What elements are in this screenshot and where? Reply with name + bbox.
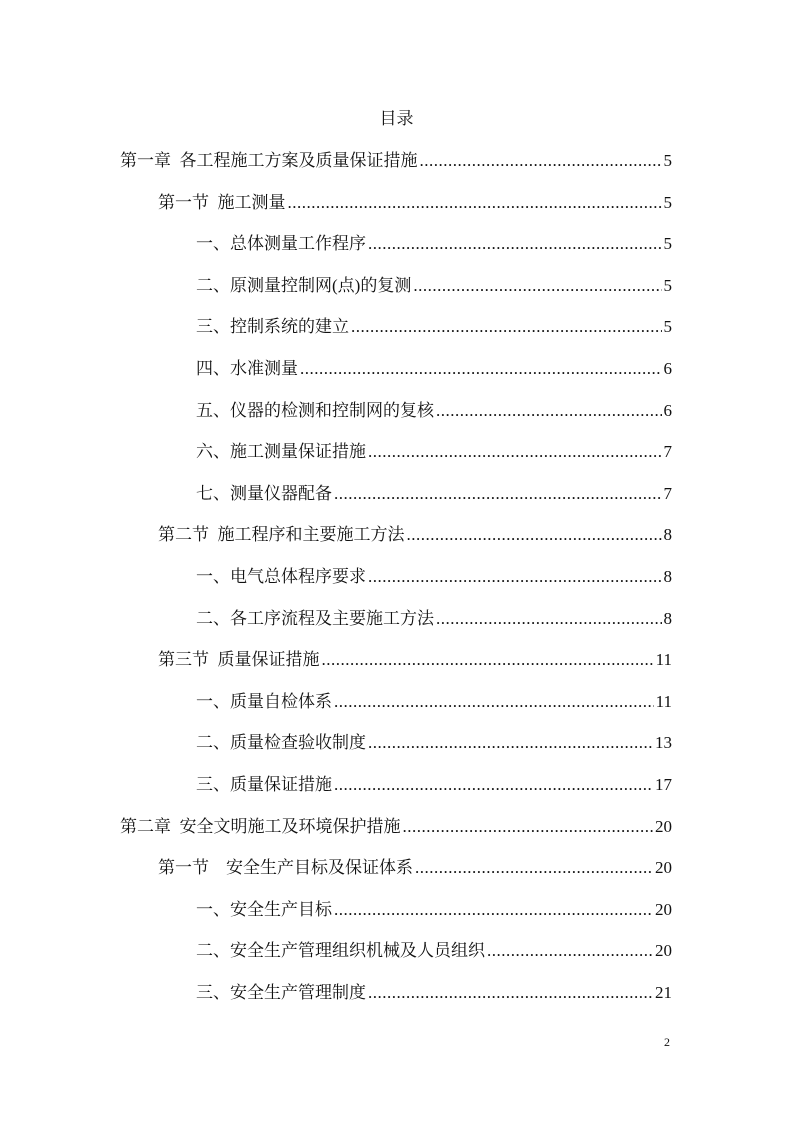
toc-entry-page: 20 (655, 941, 672, 961)
dot-leader (368, 442, 662, 462)
toc-entry-page: 8 (663, 608, 672, 628)
dot-leader (403, 817, 654, 837)
toc-entry[interactable] (158, 853, 672, 877)
toc-entry-text: 第二章 安全文明施工及环境保护措施 (120, 816, 401, 836)
toc-entry-text: 二、原测量控制网(点)的复测 (196, 275, 412, 295)
toc-entry[interactable] (120, 146, 672, 170)
toc-entry-page: 5 (663, 192, 672, 212)
toc-entry-text: 五、仪器的检测和控制网的复核 (196, 400, 434, 420)
dot-leader (322, 650, 654, 670)
toc-entry-page: 6 (663, 400, 672, 420)
dot-leader (368, 567, 662, 587)
dot-leader (351, 317, 662, 337)
toc-entry[interactable] (196, 479, 672, 503)
dot-leader (334, 692, 654, 712)
toc-entry-page: 20 (655, 858, 672, 878)
toc-entry-text: 一、总体测量工作程序 (196, 234, 366, 254)
toc-entry-page: 20 (655, 816, 672, 836)
toc-entry-page: 11 (655, 691, 672, 711)
toc-entry[interactable] (196, 728, 672, 752)
toc-entry-page: 5 (663, 234, 672, 254)
dot-leader (368, 234, 662, 254)
dot-leader (334, 484, 662, 504)
toc-entry-text: 一、质量自检体系 (196, 691, 332, 711)
dot-leader (288, 193, 662, 213)
dot-leader (420, 151, 662, 171)
toc-entry-text: 一、电气总体程序要求 (196, 567, 366, 586)
dot-leader (415, 858, 653, 878)
toc-entry-text: 七、测量仪器配备 (196, 483, 332, 503)
toc-entry[interactable] (196, 687, 672, 711)
toc-entry-page: 20 (655, 899, 672, 919)
toc-entry-text: 六、施工测量保证措施 (196, 442, 366, 462)
dot-leader (487, 941, 653, 961)
toc-entry[interactable] (196, 312, 672, 336)
toc-entry-page: 7 (663, 442, 672, 462)
dot-leader (334, 900, 653, 920)
dot-leader (413, 276, 661, 296)
dot-leader (407, 525, 662, 545)
dot-leader (300, 359, 662, 379)
page-number: 2 (664, 1035, 670, 1049)
toc-entry-page: 17 (655, 775, 672, 794)
toc-entry[interactable] (158, 188, 672, 212)
toc-entry-page: 13 (655, 733, 672, 753)
toc-entry-page: 8 (663, 525, 672, 545)
toc-entry-page: 21 (655, 983, 672, 1002)
toc-entry[interactable] (120, 812, 672, 836)
toc-entry-text: 二、质量检查验收制度 (196, 733, 366, 753)
toc-entry[interactable] (196, 936, 672, 960)
toc-entry-text: 二、各工序流程及主要施工方法 (196, 608, 434, 628)
dot-leader (368, 983, 653, 1003)
toc-entry-text: 第一节 安全生产目标及保证体系 (158, 858, 413, 878)
toc-entry-page: 8 (663, 567, 672, 586)
toc-entry[interactable] (196, 354, 672, 378)
toc-entry-text: 三、质量保证措施 (196, 775, 332, 794)
toc-entry-text: 二、安全生产管理组织机械及人员组织 (196, 941, 485, 961)
dot-leader (368, 733, 653, 753)
toc-entry-page: 6 (663, 359, 672, 378)
toc-entry-page: 5 (663, 275, 672, 295)
toc-title: 目录 (379, 109, 414, 128)
toc-entry[interactable] (196, 229, 672, 253)
dot-leader (436, 401, 662, 421)
toc-entry[interactable] (196, 396, 672, 420)
toc-entry-page: 5 (663, 317, 672, 337)
toc-entry[interactable] (196, 271, 672, 295)
toc-entry[interactable] (196, 562, 672, 586)
toc-entry[interactable] (158, 645, 672, 669)
toc-entry-text: 三、安全生产管理制度 (196, 983, 366, 1002)
toc-entry[interactable] (196, 604, 672, 628)
toc-entry-text: 第一节 施工测量 (158, 192, 286, 212)
toc-entry-text: 第三节 质量保证措施 (158, 650, 320, 670)
toc-entry[interactable] (196, 437, 672, 461)
toc-entry[interactable] (196, 895, 672, 919)
toc-entry[interactable] (158, 520, 672, 544)
toc-entry-text: 第二节 施工程序和主要施工方法 (158, 525, 405, 545)
toc-entry-page: 11 (655, 650, 672, 670)
dot-leader (436, 609, 662, 629)
toc-entry[interactable] (196, 978, 672, 1002)
toc-entry-text: 三、控制系统的建立 (196, 317, 349, 337)
toc-entry-page: 5 (663, 151, 672, 170)
toc-entry-text: 第一章 各工程施工方案及质量保证措施 (120, 151, 418, 170)
toc-entry[interactable] (196, 770, 672, 794)
dot-leader (334, 775, 653, 795)
toc-entry-text: 四、水准测量 (196, 359, 298, 378)
toc-entry-text: 一、安全生产目标 (196, 899, 332, 919)
toc-entry-page: 7 (663, 483, 672, 503)
